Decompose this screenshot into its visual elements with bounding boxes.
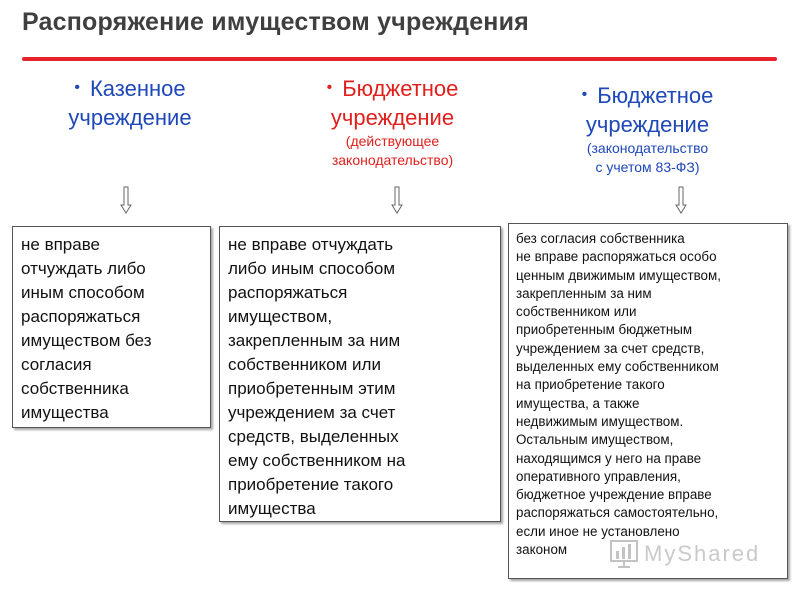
heading-sub2: законодательство) — [331, 152, 454, 168]
down-arrow-icon — [120, 186, 132, 214]
column-heading-budgetnoe-83fz — [540, 80, 755, 177]
heading-line1: Казенное — [89, 76, 186, 101]
title-underline-thin — [440, 59, 777, 60]
heading-line1: Бюджетное — [342, 76, 459, 101]
bullet: • — [581, 86, 588, 103]
heading-line2: учреждение — [585, 112, 710, 137]
text-box-kazennoe: не вправе отчуждать либо иным способом распоряжаться имуществом без согласия собственника имущества — [12, 226, 211, 428]
column-heading-kazennoe — [35, 73, 225, 132]
column-heading-budgetnoe-current — [285, 73, 500, 170]
heading-sub2: с учетом 83-ФЗ) — [595, 159, 700, 175]
heading-line1: Бюджетное — [597, 83, 714, 108]
heading-sub1: (действующее — [345, 133, 440, 149]
heading-line2: учреждение — [68, 105, 192, 130]
bullet: • — [326, 79, 333, 96]
chart-logo-icon — [610, 540, 638, 568]
down-arrow-icon — [391, 186, 403, 214]
watermark-text: MyShared — [644, 541, 761, 566]
bullet: • — [74, 79, 80, 96]
text-box-budgetnoe-current: не вправе отчуждать либо иным способом распоряжаться имуществом, закрепленным за ним собственником или приобретенным этим учреждением за счет средств, выделенных ему собственником на приобретение такого имущества — [219, 226, 501, 522]
text-box-budgetnoe-83fz: без согласия собственника не вправе распоряжаться особо ценным движимым имуществом, закрепленным за ним собственником или приобретенным бюджетным учреждением за счет средств, выделенных ему собственником на приобретение такого имущества, а также недвижимым имуществом. Остальным имуществом, находящимся у него на праве оперативного управления, бюджетное учреждение вправе распоряжаться самостоятельно, если иное не установлено законом — [508, 223, 788, 579]
down-arrow-icon — [675, 186, 687, 214]
heading-line2: учреждение — [330, 105, 455, 130]
heading-sub1: (законодательство — [586, 140, 709, 156]
watermark — [610, 540, 760, 568]
page-title: Распоряжение имуществом учреждения — [22, 8, 529, 36]
